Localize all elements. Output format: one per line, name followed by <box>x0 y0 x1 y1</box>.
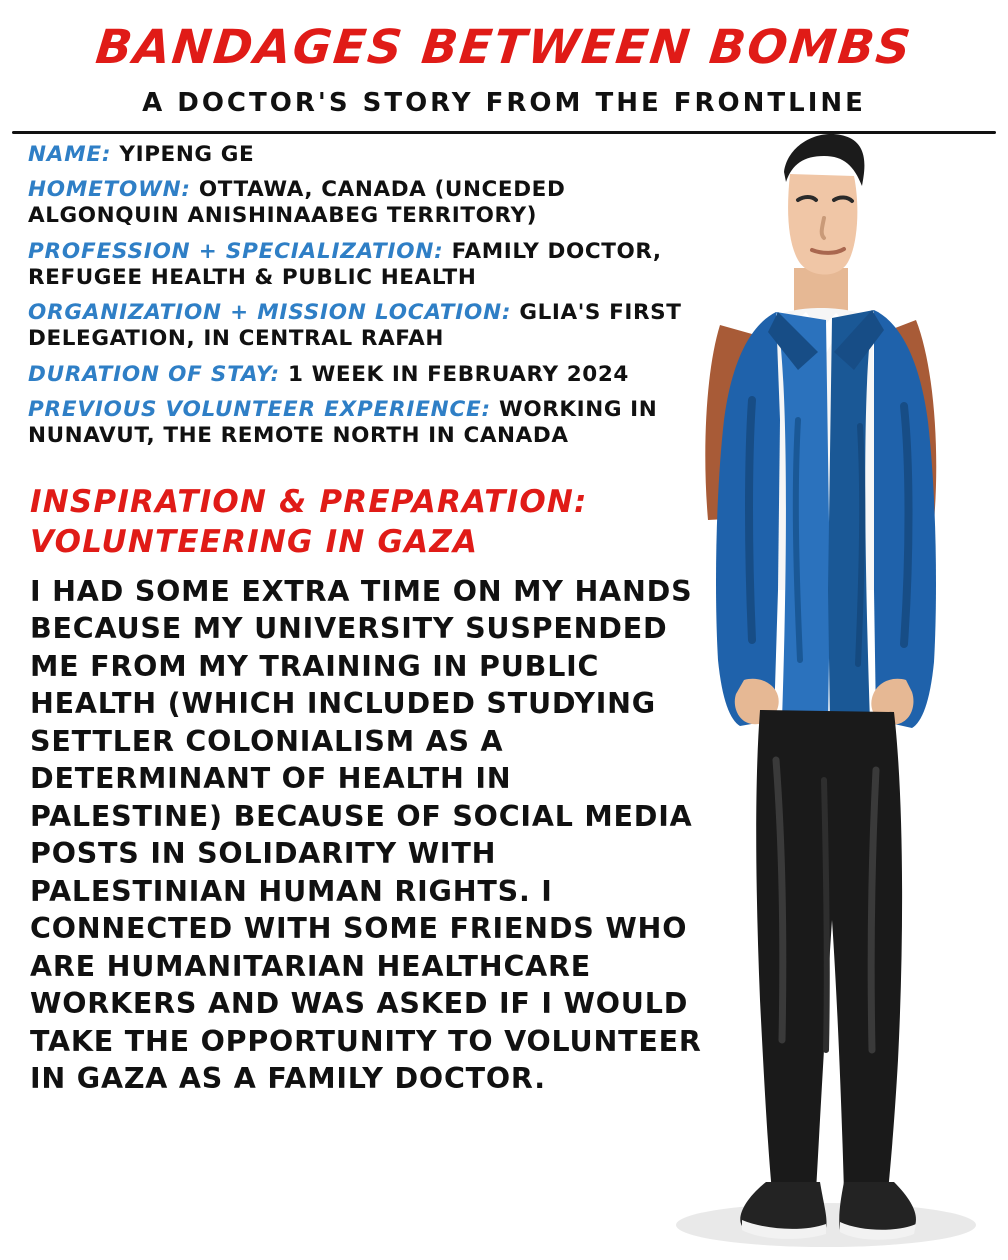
fact-value: 1 WEEK IN FEBRUARY 2024 <box>287 361 629 387</box>
fact-label: NAME: <box>28 142 112 167</box>
fact-label: ORGANIZATION + MISSION LOCATION: <box>28 300 512 326</box>
page-subtitle: A DOCTOR'S STORY FROM THE FRONTLINE <box>142 88 866 118</box>
portrait-illustration <box>648 120 1008 1260</box>
page-title: BANDAGES BETWEEN BOMBS <box>93 20 915 75</box>
fact-value: OTTAWA, CANADA (UNCEDED ALGONQUIN ANISHINAABEG TERRITORY) <box>28 177 566 229</box>
list-item <box>28 142 718 168</box>
fact-value: GLIA'S FIRST DELEGATION, IN CENTRAL RAFAH <box>28 300 682 352</box>
fact-value: FAMILY DOCTOR, REFUGEE HEALTH & PUBLIC HEALTH <box>28 238 662 290</box>
list-item <box>28 397 718 449</box>
fact-list <box>28 142 718 458</box>
fact-value: WORKING IN NUNAVUT, THE REMOTE NORTH IN CANADA <box>28 396 658 448</box>
fact-label: HOMETOWN: <box>28 177 191 203</box>
list-item <box>28 300 718 352</box>
fact-label: PREVIOUS VOLUNTEER EXPERIENCE: <box>28 396 491 422</box>
fact-label: PROFESSION + SPECIALIZATION: <box>28 238 444 264</box>
list-item <box>28 177 718 229</box>
section-heading: INSPIRATION & PREPARATION: VOLUNTEERING IN GAZA <box>30 484 588 560</box>
fact-label: DURATION OF STAY: <box>28 361 280 387</box>
section-body-text: I HAD SOME EXTRA TIME ON MY HANDS BECAUSE MY UNIVERSITY SUSPENDED ME FROM MY TRAINING IN PUBLIC HEALTH (WHICH INCLUDED STUDYING SETTLER COLONIALISM AS A DETERMINANT OF HEALTH IN PALESTINE) BECAUSE OF SOCIAL MEDIA POSTS IN SOLIDARITY WITH PALESTINIAN HUMAN RIGHTS. I CONNECTED WITH SOME FRIENDS WHO ARE HUMANITARIAN HEALTHCARE WORKERS AND WAS ASKED IF I WOULD TAKE THE OPPORTUNITY TO VOLUNTEER IN GAZA AS A FAMILY DOCTOR. <box>30 575 702 1096</box>
list-item <box>28 239 718 291</box>
list-item <box>28 362 718 388</box>
fact-value: YIPENG GE <box>119 142 255 167</box>
